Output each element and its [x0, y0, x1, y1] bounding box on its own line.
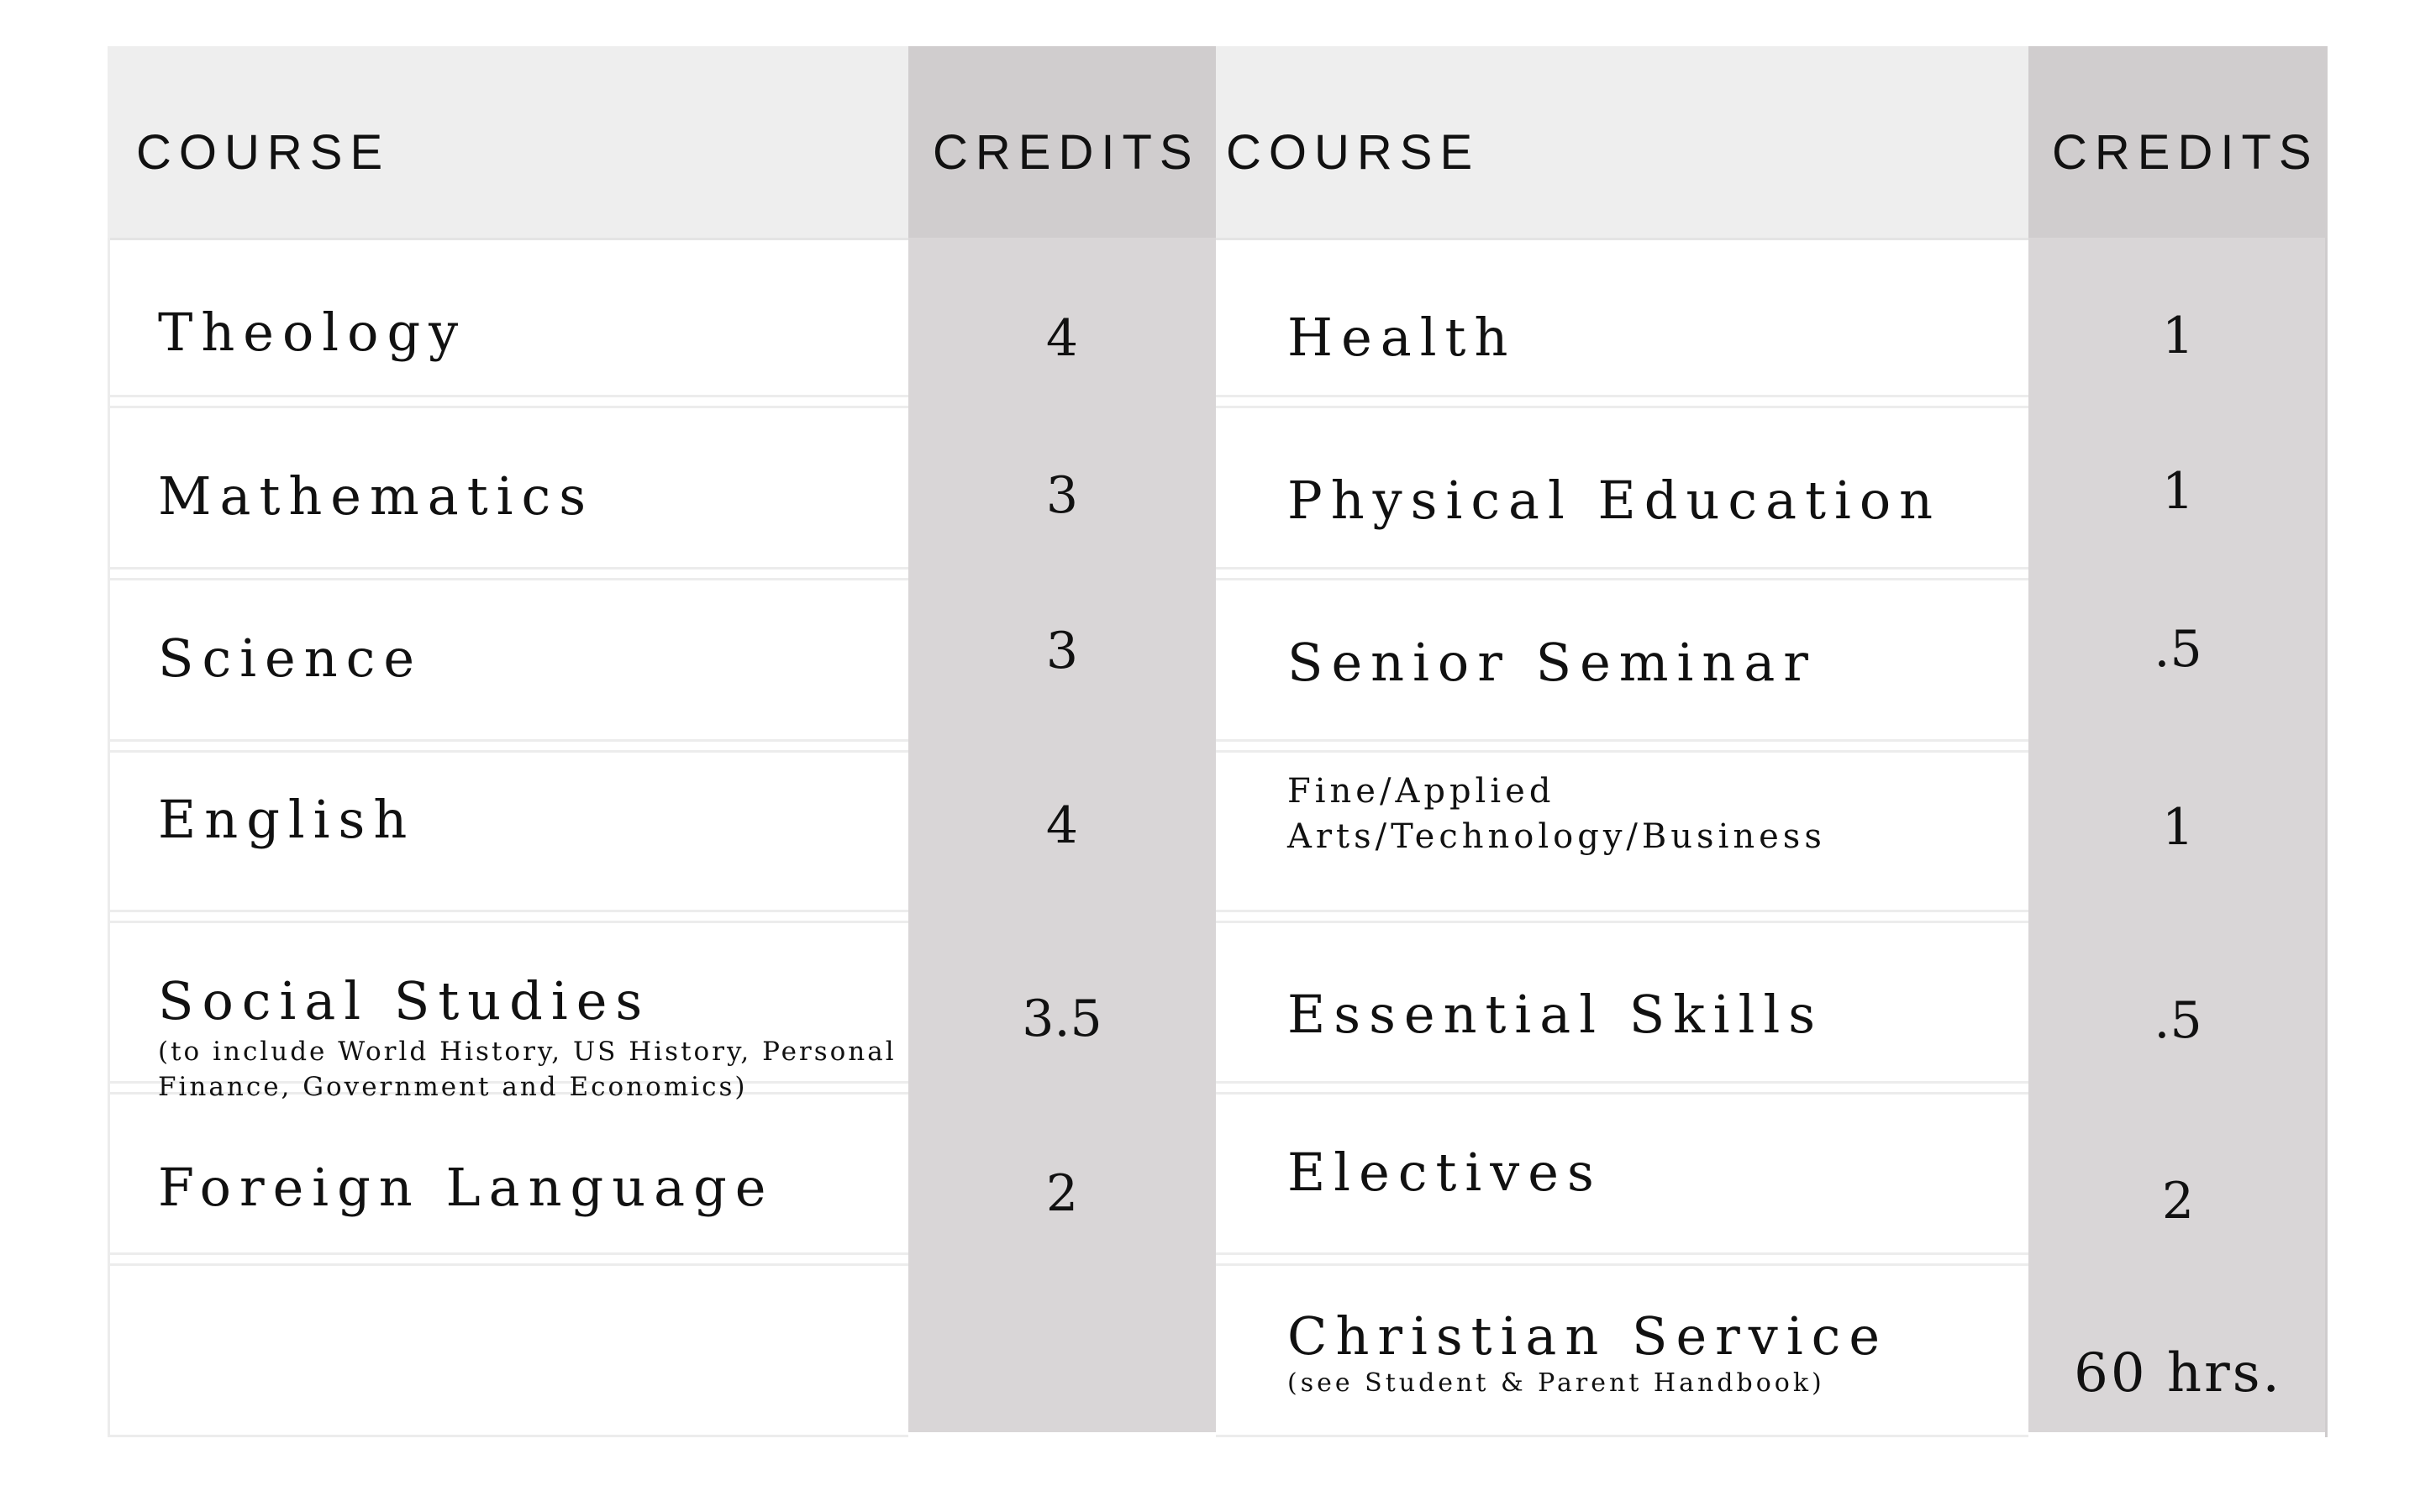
credits-health: 1 — [2161, 307, 2195, 365]
credits-social-studies: 3.5 — [1022, 990, 1102, 1048]
course-electives: Electives — [1287, 1142, 1602, 1203]
credits-column-left — [908, 46, 1216, 1432]
credits-fine-applied-arts: 1 — [2161, 798, 2195, 857]
course-health: Health — [1287, 307, 1517, 368]
course-fine-applied-arts — [1287, 769, 1826, 859]
credits-mathematics: 3 — [1045, 466, 1079, 525]
course-fine-applied-line2: Arts/Technology/Business — [1287, 817, 1826, 856]
course-social-studies-label: Social Studies — [158, 970, 651, 1032]
course-fine-applied-line1: Fine/Applied — [1287, 772, 1555, 811]
table-header-band — [108, 46, 2328, 240]
credits-science: 3 — [1045, 622, 1079, 680]
credits-essential-skills: .5 — [2154, 991, 2202, 1050]
credits-electives: 2 — [2161, 1172, 2195, 1231]
credits-physical-education: 1 — [2161, 462, 2195, 521]
course-foreign-language: Foreign Language — [158, 1157, 775, 1218]
credits-theology: 4 — [1045, 309, 1079, 368]
header-course-left: COURSE — [136, 125, 391, 180]
course-christian-service — [1287, 1305, 1889, 1401]
course-physical-education: Physical Education — [1287, 470, 1942, 531]
course-senior-seminar: Senior Seminar — [1287, 632, 1817, 693]
course-mathematics: Mathematics — [158, 465, 595, 527]
christian-service-note: (see Student & Parent Handbook) — [1287, 1368, 1825, 1398]
social-studies-note-line2: Finance, Government and Economics) — [158, 1072, 748, 1102]
course-science: Science — [158, 627, 424, 689]
header-course-right: COURSE — [1226, 125, 1481, 180]
course-essential-skills: Essential Skills — [1287, 984, 1824, 1045]
course-theology: Theology — [158, 302, 467, 363]
credits-foreign-language: 2 — [1045, 1164, 1079, 1223]
course-christian-service-label: Christian Service — [1287, 1305, 1889, 1367]
graduation-credits-table — [108, 46, 2328, 1437]
header-credits-right: CREDITS — [2052, 125, 2319, 180]
social-studies-note-line1: (to include World History, US History, Personal — [158, 1037, 897, 1067]
credits-christian-service: 60 hrs. — [2074, 1342, 2282, 1404]
course-social-studies — [158, 970, 897, 1105]
course-english: English — [158, 789, 416, 850]
table-left-border — [108, 238, 110, 1437]
credits-senior-seminar: .5 — [2154, 620, 2202, 679]
header-credits-left: CREDITS — [933, 125, 1200, 180]
credits-english: 4 — [1045, 796, 1079, 855]
